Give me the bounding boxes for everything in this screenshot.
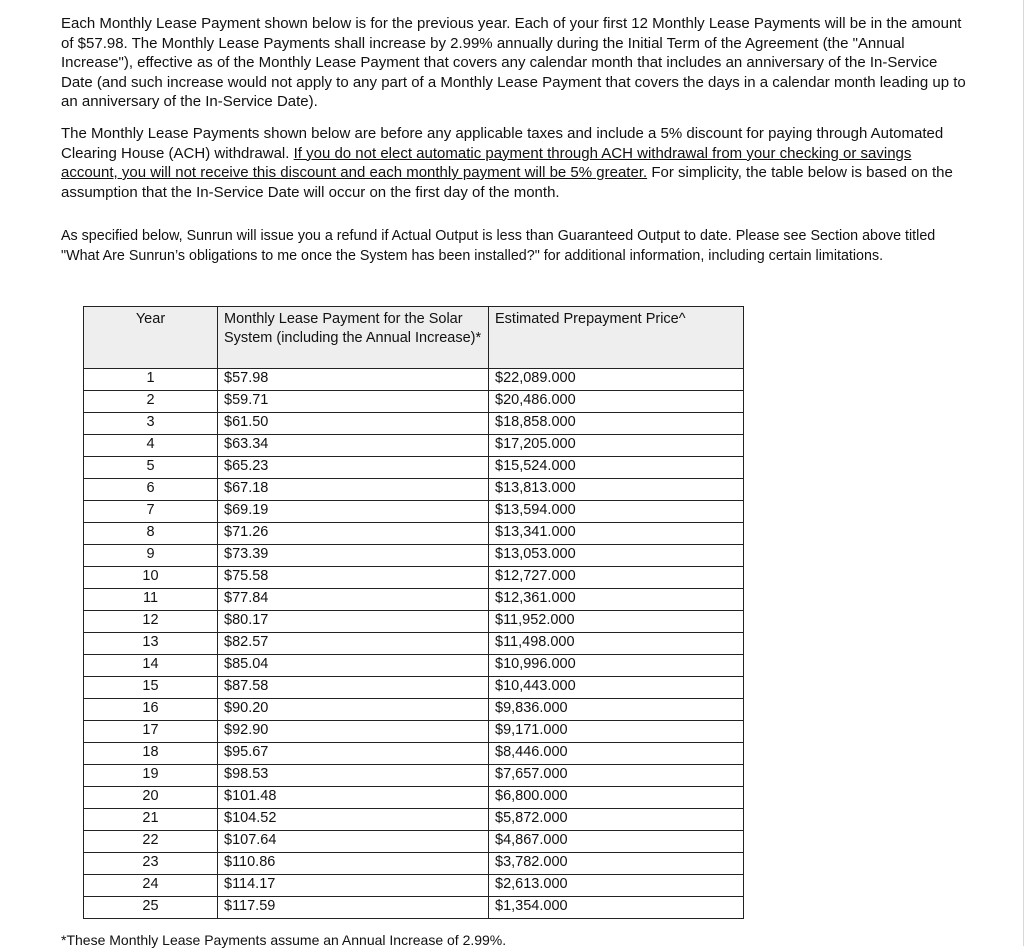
table-row — [84, 765, 744, 787]
cell-prepayment-price: $7,657.000 — [489, 765, 744, 787]
cell-monthly-payment: $98.53 — [218, 765, 489, 787]
cell-prepayment-price: $11,498.000 — [489, 633, 744, 655]
cell-prepayment-price: $10,996.000 — [489, 655, 744, 677]
table-row — [84, 743, 744, 765]
cell-prepayment-price: $9,836.000 — [489, 699, 744, 721]
cell-monthly-payment: $80.17 — [218, 611, 489, 633]
cell-year: 13 — [84, 633, 218, 655]
cell-monthly-payment: $101.48 — [218, 787, 489, 809]
cell-monthly-payment: $110.86 — [218, 853, 489, 875]
cell-monthly-payment: $73.39 — [218, 545, 489, 567]
cell-year: 18 — [84, 743, 218, 765]
cell-prepayment-price: $6,800.000 — [489, 787, 744, 809]
cell-prepayment-price: $13,813.000 — [489, 479, 744, 501]
cell-prepayment-price: $20,486.000 — [489, 391, 744, 413]
cell-year: 4 — [84, 435, 218, 457]
cell-year: 24 — [84, 875, 218, 897]
cell-prepayment-price: $18,858.000 — [489, 413, 744, 435]
header-monthly-payment: Monthly Lease Payment for the Solar System (including the Annual Increase)* — [218, 307, 489, 369]
cell-monthly-payment: $90.20 — [218, 699, 489, 721]
lease-payment-table — [83, 306, 744, 919]
cell-monthly-payment: $95.67 — [218, 743, 489, 765]
cell-prepayment-price: $12,727.000 — [489, 567, 744, 589]
cell-monthly-payment: $85.04 — [218, 655, 489, 677]
cell-year: 10 — [84, 567, 218, 589]
table-row — [84, 545, 744, 567]
cell-monthly-payment: $63.34 — [218, 435, 489, 457]
table-row — [84, 655, 744, 677]
cell-year: 5 — [84, 457, 218, 479]
table-row — [84, 413, 744, 435]
cell-year: 1 — [84, 369, 218, 391]
cell-prepayment-price: $17,205.000 — [489, 435, 744, 457]
cell-monthly-payment: $65.23 — [218, 457, 489, 479]
table-row — [84, 589, 744, 611]
cell-monthly-payment: $114.17 — [218, 875, 489, 897]
cell-monthly-payment: $107.64 — [218, 831, 489, 853]
ach-warning-text: If you do not elect automatic payment through ACH withdrawal from your checking or savings account, you will not receive this discount and each monthly payment will be 5% greater. — [61, 144, 912, 181]
cell-year: 22 — [84, 831, 218, 853]
cell-monthly-payment: $61.50 — [218, 413, 489, 435]
cell-year: 19 — [84, 765, 218, 787]
cell-prepayment-price: $12,361.000 — [489, 589, 744, 611]
cell-prepayment-price: $22,089.000 — [489, 369, 744, 391]
cell-monthly-payment: $75.58 — [218, 567, 489, 589]
cell-year: 16 — [84, 699, 218, 721]
cell-prepayment-price: $4,867.000 — [489, 831, 744, 853]
refund-paragraph: As specified below, Sunrun will issue you a refund if Actual Output is less than Guaranteed Output to date. Please see Section above titled "What Are Sunrun’s obligations to me once the System has been installed?" for additional information, including certain limitations. — [61, 228, 936, 264]
cell-year: 2 — [84, 391, 218, 413]
table-row — [84, 875, 744, 897]
table-row — [84, 501, 744, 523]
cell-year: 21 — [84, 809, 218, 831]
cell-monthly-payment: $77.84 — [218, 589, 489, 611]
cell-year: 9 — [84, 545, 218, 567]
table-row — [84, 897, 744, 919]
cell-prepayment-price: $5,872.000 — [489, 809, 744, 831]
cell-monthly-payment: $69.19 — [218, 501, 489, 523]
table-row — [84, 435, 744, 457]
table-body — [84, 369, 744, 919]
cell-year: 7 — [84, 501, 218, 523]
footnote: *These Monthly Lease Payments assume an Annual Increase of 2.99%. — [61, 932, 507, 948]
cell-prepayment-price: $2,613.000 — [489, 875, 744, 897]
discount-paragraph — [61, 124, 966, 202]
table-row — [84, 809, 744, 831]
cell-year: 23 — [84, 853, 218, 875]
cell-monthly-payment: $104.52 — [218, 809, 489, 831]
table-row — [84, 699, 744, 721]
cell-monthly-payment: $92.90 — [218, 721, 489, 743]
cell-monthly-payment: $117.59 — [218, 897, 489, 919]
table-row — [84, 787, 744, 809]
cell-monthly-payment: $67.18 — [218, 479, 489, 501]
table-row — [84, 677, 744, 699]
table-row — [84, 391, 744, 413]
cell-year: 8 — [84, 523, 218, 545]
cell-year: 20 — [84, 787, 218, 809]
simplicity-text: For simplicity, the table below is based on the assumption that the In-Service Date will occur on the first day of the month. — [61, 164, 953, 201]
cell-year: 15 — [84, 677, 218, 699]
header-year: Year — [84, 307, 218, 369]
table-row — [84, 633, 744, 655]
cell-prepayment-price: $3,782.000 — [489, 853, 744, 875]
cell-year: 6 — [84, 479, 218, 501]
cell-year: 14 — [84, 655, 218, 677]
cell-year: 17 — [84, 721, 218, 743]
table-row — [84, 479, 744, 501]
intro-paragraph: Each Monthly Lease Payment shown below is for the previous year. Each of your first 12 Monthly Lease Payments will be in the amount of $57.98. The Monthly Lease Payments shall increase by 2.99% annually during the Initial Term of the Agreement (the "Annual Increase"), effective as of the Monthly Lease Payment that covers any calendar month that includes an anniversary of the In-Service Date (and such increase would not apply to any part of a Monthly Lease Payment that covers the days in a calendar month leading up to an anniversary of the In-Service Date). — [61, 15, 966, 110]
cell-monthly-payment: $71.26 — [218, 523, 489, 545]
table-row — [84, 457, 744, 479]
cell-monthly-payment: $59.71 — [218, 391, 489, 413]
cell-prepayment-price: $13,341.000 — [489, 523, 744, 545]
table-row — [84, 721, 744, 743]
table-row — [84, 567, 744, 589]
cell-year: 12 — [84, 611, 218, 633]
table-row — [84, 611, 744, 633]
table-row — [84, 369, 744, 391]
cell-year: 3 — [84, 413, 218, 435]
cell-prepayment-price: $15,524.000 — [489, 457, 744, 479]
cell-prepayment-price: $13,053.000 — [489, 545, 744, 567]
discount-text: The Monthly Lease Payments shown below are before any applicable taxes and include a 5% discount for paying through Automated Clearing House (ACH) withdrawal. — [61, 125, 944, 162]
cell-monthly-payment: $87.58 — [218, 677, 489, 699]
table-row — [84, 853, 744, 875]
header-prepayment-price: Estimated Prepayment Price^ — [489, 307, 744, 369]
cell-prepayment-price: $9,171.000 — [489, 721, 744, 743]
cell-prepayment-price: $1,354.000 — [489, 897, 744, 919]
cell-monthly-payment: $82.57 — [218, 633, 489, 655]
table-row — [84, 831, 744, 853]
table-row — [84, 523, 744, 545]
cell-monthly-payment: $57.98 — [218, 369, 489, 391]
cell-year: 25 — [84, 897, 218, 919]
cell-prepayment-price: $13,594.000 — [489, 501, 744, 523]
cell-prepayment-price: $10,443.000 — [489, 677, 744, 699]
cell-prepayment-price: $11,952.000 — [489, 611, 744, 633]
table-header-row — [84, 307, 744, 369]
cell-year: 11 — [84, 589, 218, 611]
cell-prepayment-price: $8,446.000 — [489, 743, 744, 765]
